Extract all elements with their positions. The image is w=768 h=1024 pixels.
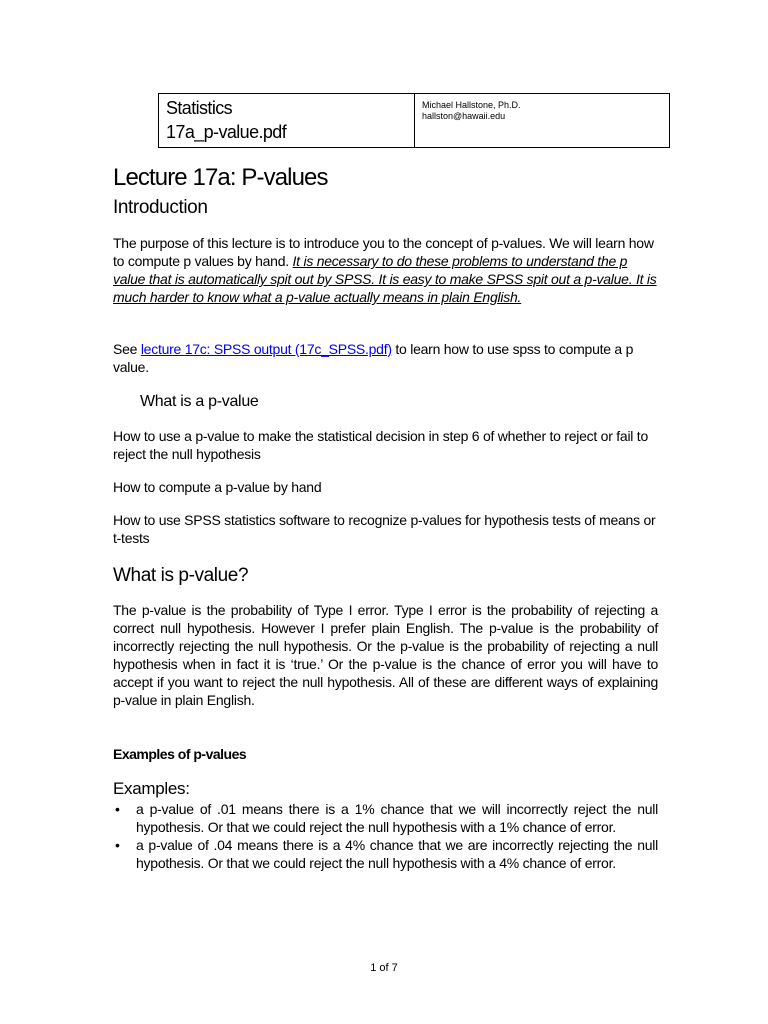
list-item [113,836,658,872]
header-course-cell [159,94,415,147]
author-email: hallston@hawaii.edu [422,111,506,121]
see-prefix: See [113,341,141,357]
p-value-definition: The p-value is the probability of Type I error. Type I error is the probability of rejecting a correct null hypothesis. However I prefer plain English. The p-value is the probability of incorrectly rejecting the null hypothesis. Or the p-value is the probability of rejecting a null hypothesis when in fact it is ‘true.’ Or the p-value is the chance of error you will have to accept if you want to reject the null hypothesis. All of these are different ways of explaining p-value in plain English. [113,602,658,708]
page-number: 1 of 7 [370,962,398,974]
intro-emphasis: It is necessary to do these problems to understand the p value that is automatically spit out by SPSS. It is easy to make SPSS spit out a p-value. It is much harder to know what a p-value actually means in plain English. [113,253,657,305]
bullet-icon: • [115,801,120,817]
intro-text: The purpose of this lecture is to introduce you to the concept of p-values. We will learn how to compute p values by hand. [113,235,654,269]
topic-item: How to use SPSS statistics software to recognize p-values for hypothesis tests of means or t-tests [113,512,656,546]
course-name: Statistics [166,98,233,118]
what-is-p-value-heading: What is p-value? [113,565,249,586]
see-suffix: to learn how to use spss to compute a p value. [113,341,634,375]
file-name: 17a_p-value.pdf [166,122,287,142]
example-text: a p-value of .04 means there is a 4% chance that we are incorrectly rejecting the null hypothesis. Or that we could reject the null hypothesis with a 4% chance of error. [136,837,658,871]
examples-bold-heading: Examples of p-values [113,746,247,762]
intro-paragraph [113,234,658,306]
header-author-cell [415,94,521,147]
topic-item: How to compute a p-value by hand [113,479,322,495]
what-is-a-p-value-subheading: What is a p-value [140,393,259,410]
list-item [113,800,658,836]
introduction-heading: Introduction [113,197,208,218]
topic-item: How to use a p-value to make the statistical decision in step 6 of whether to reject or fail to reject the null hypothesis [113,428,648,462]
author-name: Michael Hallstone, Ph.D. [422,100,521,110]
lecture-title: Lecture 17a: P-values [113,164,328,191]
bullet-icon: • [115,837,120,853]
see-paragraph [113,340,658,376]
examples-list [113,800,658,872]
header-table [158,93,670,148]
example-text: a p-value of .01 means there is a 1% chance that we will incorrectly reject the null hypothesis. Or that we could reject the null hypothesis with a 1% chance of error. [136,801,658,835]
examples-label: Examples: [113,779,190,798]
spss-lecture-link[interactable]: lecture 17c: SPSS output (17c_SPSS.pdf) [140,341,392,357]
